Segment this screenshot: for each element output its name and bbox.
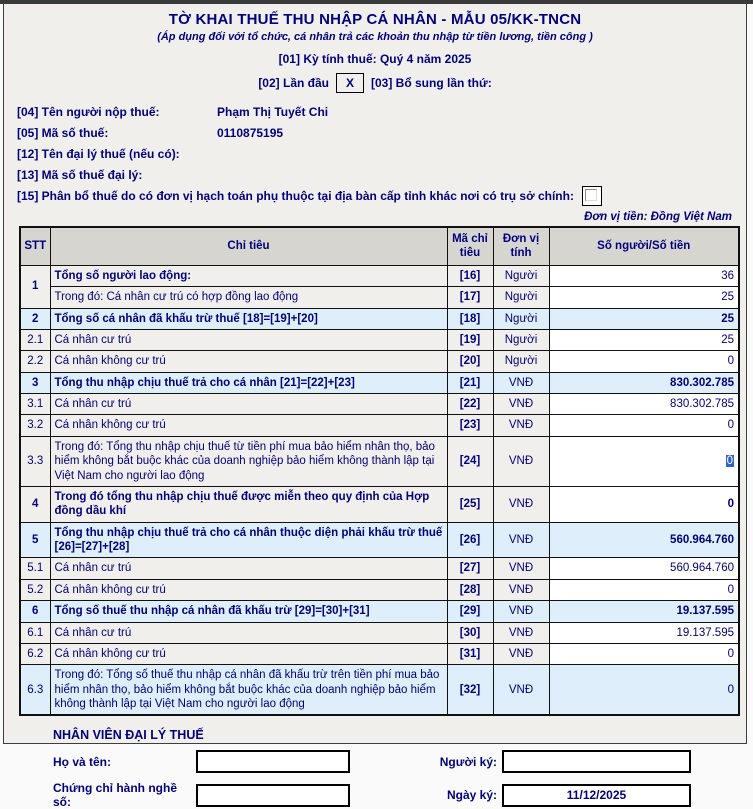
agent-tax-code-row xyxy=(4,164,746,185)
certificate-label: Chứng chỉ hành nghề số: xyxy=(53,781,178,809)
tax-period-line: [01] Kỳ tính thuế: Quý 4 năm 2025 xyxy=(278,52,472,66)
row-number: 6.3 xyxy=(20,665,50,716)
row-number: 3.1 xyxy=(20,394,50,415)
row-number: 2.1 xyxy=(20,329,50,350)
row-unit: VNĐ xyxy=(493,643,549,664)
agent-name-label: [12] Tên đại lý thuế (nếu có): xyxy=(17,146,180,161)
form-subtitle: (Áp dụng đối với tổ chức, cá nhân trả các khoản thu nhập từ tiền lương, tiền công ) xyxy=(157,31,593,43)
table-row xyxy=(20,601,739,622)
tax-code-label: [05] Mã số thuế: xyxy=(17,125,109,140)
row-unit: Người xyxy=(493,308,549,329)
first-time-checkbox[interactable]: X xyxy=(336,73,364,93)
row-label: Cá nhân cư trú xyxy=(50,558,447,579)
table-row xyxy=(20,436,739,486)
table-row xyxy=(20,522,739,558)
table-row xyxy=(20,558,739,579)
header-code: Mã chỉ tiêu xyxy=(447,227,493,265)
row-unit: VNĐ xyxy=(493,601,549,622)
row-code: [31] xyxy=(447,643,493,664)
row-code: [17] xyxy=(447,287,493,308)
header-stt: STT xyxy=(20,227,50,265)
row-number: 6.1 xyxy=(20,622,50,643)
row-code: [18] xyxy=(447,308,493,329)
row-value[interactable]: 560.964.760 xyxy=(549,558,739,579)
row-number: 5 xyxy=(20,522,50,558)
allocation-label: [15] Phân bổ thuế do có đơn vị hạch toán phụ thuộc tại địa bàn cấp tỉnh khác nơi có trụ sở chính: xyxy=(17,188,574,203)
supplement-label: [03] Bổ sung lần thứ: xyxy=(371,76,492,90)
row-label: Tổng số thuế thu nhập cá nhân đã khấu trừ [29]=[30]+[31] xyxy=(50,601,447,622)
checkbox-inner xyxy=(585,189,597,201)
row-code: [27] xyxy=(447,558,493,579)
row-label: Cá nhân không cư trú xyxy=(50,351,447,372)
agent-name-row xyxy=(4,143,746,164)
row-label: Tổng số cá nhân đã khấu trừ thuế [18]=[19]+[20] xyxy=(50,308,447,329)
row-unit: VNĐ xyxy=(493,579,549,600)
certificate-input[interactable] xyxy=(196,784,350,807)
table-row xyxy=(20,622,739,643)
row-value[interactable]: 19.137.595 xyxy=(549,622,739,643)
row-code: [29] xyxy=(447,601,493,622)
table-row xyxy=(20,415,739,436)
row-code: [28] xyxy=(447,579,493,600)
row-value[interactable]: 830.302.785 xyxy=(549,394,739,415)
table-row xyxy=(20,265,739,286)
row-unit: VNĐ xyxy=(493,372,549,393)
row-number: 6.2 xyxy=(20,643,50,664)
row-value[interactable]: 25 xyxy=(549,287,739,308)
signer-input[interactable] xyxy=(502,750,691,773)
sign-date-input[interactable]: 11/12/2025 xyxy=(502,784,691,807)
table-header-row xyxy=(20,227,739,265)
table-row xyxy=(20,329,739,350)
table-row xyxy=(20,287,739,308)
taxpayer-info-section xyxy=(4,101,746,206)
row-unit: VNĐ xyxy=(493,486,549,522)
row-unit: VNĐ xyxy=(493,622,549,643)
row-unit: Người xyxy=(493,265,549,286)
row-unit: VNĐ xyxy=(493,394,549,415)
signer-label: Người ký: xyxy=(439,754,497,769)
row-number: 6 xyxy=(20,601,50,622)
row-label: Trong đó: Tổng thu nhập chịu thuế từ tiền phí mua bảo hiểm nhân thọ, bảo hiểm không bắt buộc khác của doanh nghiệp bảo hiểm không thành lập tại Việt Nam cho người lao động xyxy=(50,436,447,486)
row-number: 3 xyxy=(20,372,50,393)
taxpayer-name-value: Phạm Thị Tuyết Chi xyxy=(217,104,329,119)
row-value[interactable]: 0 xyxy=(549,415,739,436)
row-unit: Người xyxy=(493,329,549,350)
row-label: Cá nhân cư trú xyxy=(50,622,447,643)
table-row xyxy=(20,643,739,664)
tax-code-value: 0110875195 xyxy=(217,125,284,140)
row-value[interactable]: 560.964.760 xyxy=(549,522,739,558)
row-value[interactable]: 36 xyxy=(549,265,739,286)
header-unit: Đơn vị tính xyxy=(493,227,549,265)
row-label: Cá nhân cư trú xyxy=(50,329,447,350)
form-title: TỜ KHAI THUẾ THU NHẬP CÁ NHÂN - MẪU 05/KK-TNCN xyxy=(168,11,582,28)
table-row xyxy=(20,665,739,716)
row-value[interactable]: 0 xyxy=(549,486,739,522)
row-label: Trong đó tổng thu nhập chịu thuế được miễn theo quy định của Hợp đồng dầu khí xyxy=(50,486,447,522)
row-unit: VNĐ xyxy=(493,522,549,558)
row-number: 3.3 xyxy=(20,436,50,486)
row-label: Tổng số người lao động: xyxy=(50,265,447,286)
row-value[interactable]: 19.137.595 xyxy=(549,601,739,622)
row-label: Cá nhân cư trú xyxy=(50,394,447,415)
row-label: Cá nhân không cư trú xyxy=(50,643,447,664)
row-label: Cá nhân không cư trú xyxy=(50,415,447,436)
row-code: [23] xyxy=(447,415,493,436)
row-value[interactable]: 830.302.785 xyxy=(549,372,739,393)
tax-code-row xyxy=(4,122,746,143)
row-label: Tổng thu nhập chịu thuế trả cho cá nhân [21]=[22]+[23] xyxy=(50,372,447,393)
agent-tax-code-label: [13] Mã số thuế đại lý: xyxy=(17,167,143,182)
row-code: [25] xyxy=(447,486,493,522)
row-unit: Người xyxy=(493,287,549,308)
header-amount: Số người/Số tiền xyxy=(549,227,739,265)
row-number: 3.2 xyxy=(20,415,50,436)
row-code: [22] xyxy=(447,394,493,415)
tax-declaration-form xyxy=(3,4,747,809)
row-value[interactable]: 25 xyxy=(549,308,739,329)
currency-note: Đơn vị tiền: Đồng Việt Nam xyxy=(584,211,732,223)
allocation-row xyxy=(4,185,746,206)
row-unit: VNĐ xyxy=(493,436,549,486)
row-value[interactable]: 0 xyxy=(549,579,739,600)
row-number: 5.1 xyxy=(20,558,50,579)
declaration-table xyxy=(19,226,740,716)
row-code: [20] xyxy=(447,351,493,372)
agent-row-2 xyxy=(53,781,746,809)
table-row xyxy=(20,308,739,329)
row-value[interactable] xyxy=(549,436,739,486)
full-name-input[interactable] xyxy=(196,750,350,773)
table-row xyxy=(20,394,739,415)
table-row xyxy=(20,372,739,393)
full-name-label: Họ và tên: xyxy=(53,754,112,769)
agent-row-1 xyxy=(53,750,746,773)
row-number: 2.2 xyxy=(20,351,50,372)
row-code: [19] xyxy=(447,329,493,350)
selected-text: 0 xyxy=(726,455,733,468)
row-unit: VNĐ xyxy=(493,558,549,579)
row-code: [24] xyxy=(447,436,493,486)
first-time-label: [02] Lần đầu xyxy=(258,76,329,90)
table-row xyxy=(20,486,739,522)
row-code: [26] xyxy=(447,522,493,558)
row-unit: Người xyxy=(493,351,549,372)
row-code: [30] xyxy=(447,622,493,643)
allocation-checkbox[interactable] xyxy=(582,186,602,206)
agent-section-title: NHÂN VIÊN ĐẠI LÝ THUẾ xyxy=(53,728,204,743)
row-code: [32] xyxy=(447,665,493,716)
table-row xyxy=(20,351,739,372)
declaration-type-line xyxy=(4,73,746,93)
row-unit: VNĐ xyxy=(493,665,549,716)
agent-staff-section xyxy=(4,728,746,809)
row-label: Tổng thu nhập chịu thuế trả cho cá nhân thuộc diện phải khấu trừ thuế [26]=[27]+[28] xyxy=(50,522,447,558)
row-value[interactable]: 25 xyxy=(549,329,739,350)
row-code: [21] xyxy=(447,372,493,393)
table-body xyxy=(20,265,739,715)
row-number: 4 xyxy=(20,486,50,522)
row-value[interactable]: 0 xyxy=(549,351,739,372)
row-unit: VNĐ xyxy=(493,415,549,436)
row-label: Trong đó: Cá nhân cư trú có hợp đồng lao động xyxy=(50,287,447,308)
header-criteria: Chỉ tiêu xyxy=(50,227,447,265)
taxpayer-name-row xyxy=(4,101,746,122)
row-number: 5.2 xyxy=(20,579,50,600)
sign-date-label: Ngày ký: xyxy=(446,788,497,803)
taxpayer-name-label: [04] Tên người nộp thuế: xyxy=(17,104,160,119)
table-row xyxy=(20,579,739,600)
row-number: 1 xyxy=(20,265,50,308)
row-number: 2 xyxy=(20,308,50,329)
row-label: Trong đó: Tổng số thuế thu nhập cá nhân đã khấu trừ trên tiền phí mua bảo hiểm nhân thọ, bảo hiểm không bắt buộc khác của doanh nghiệp bảo hiểm không thành lập tại Việt Nam cho người lao động xyxy=(50,665,447,716)
row-label: Cá nhân không cư trú xyxy=(50,579,447,600)
row-code: [16] xyxy=(447,265,493,286)
row-value[interactable]: 0 xyxy=(549,665,739,716)
row-value[interactable]: 0 xyxy=(549,643,739,664)
